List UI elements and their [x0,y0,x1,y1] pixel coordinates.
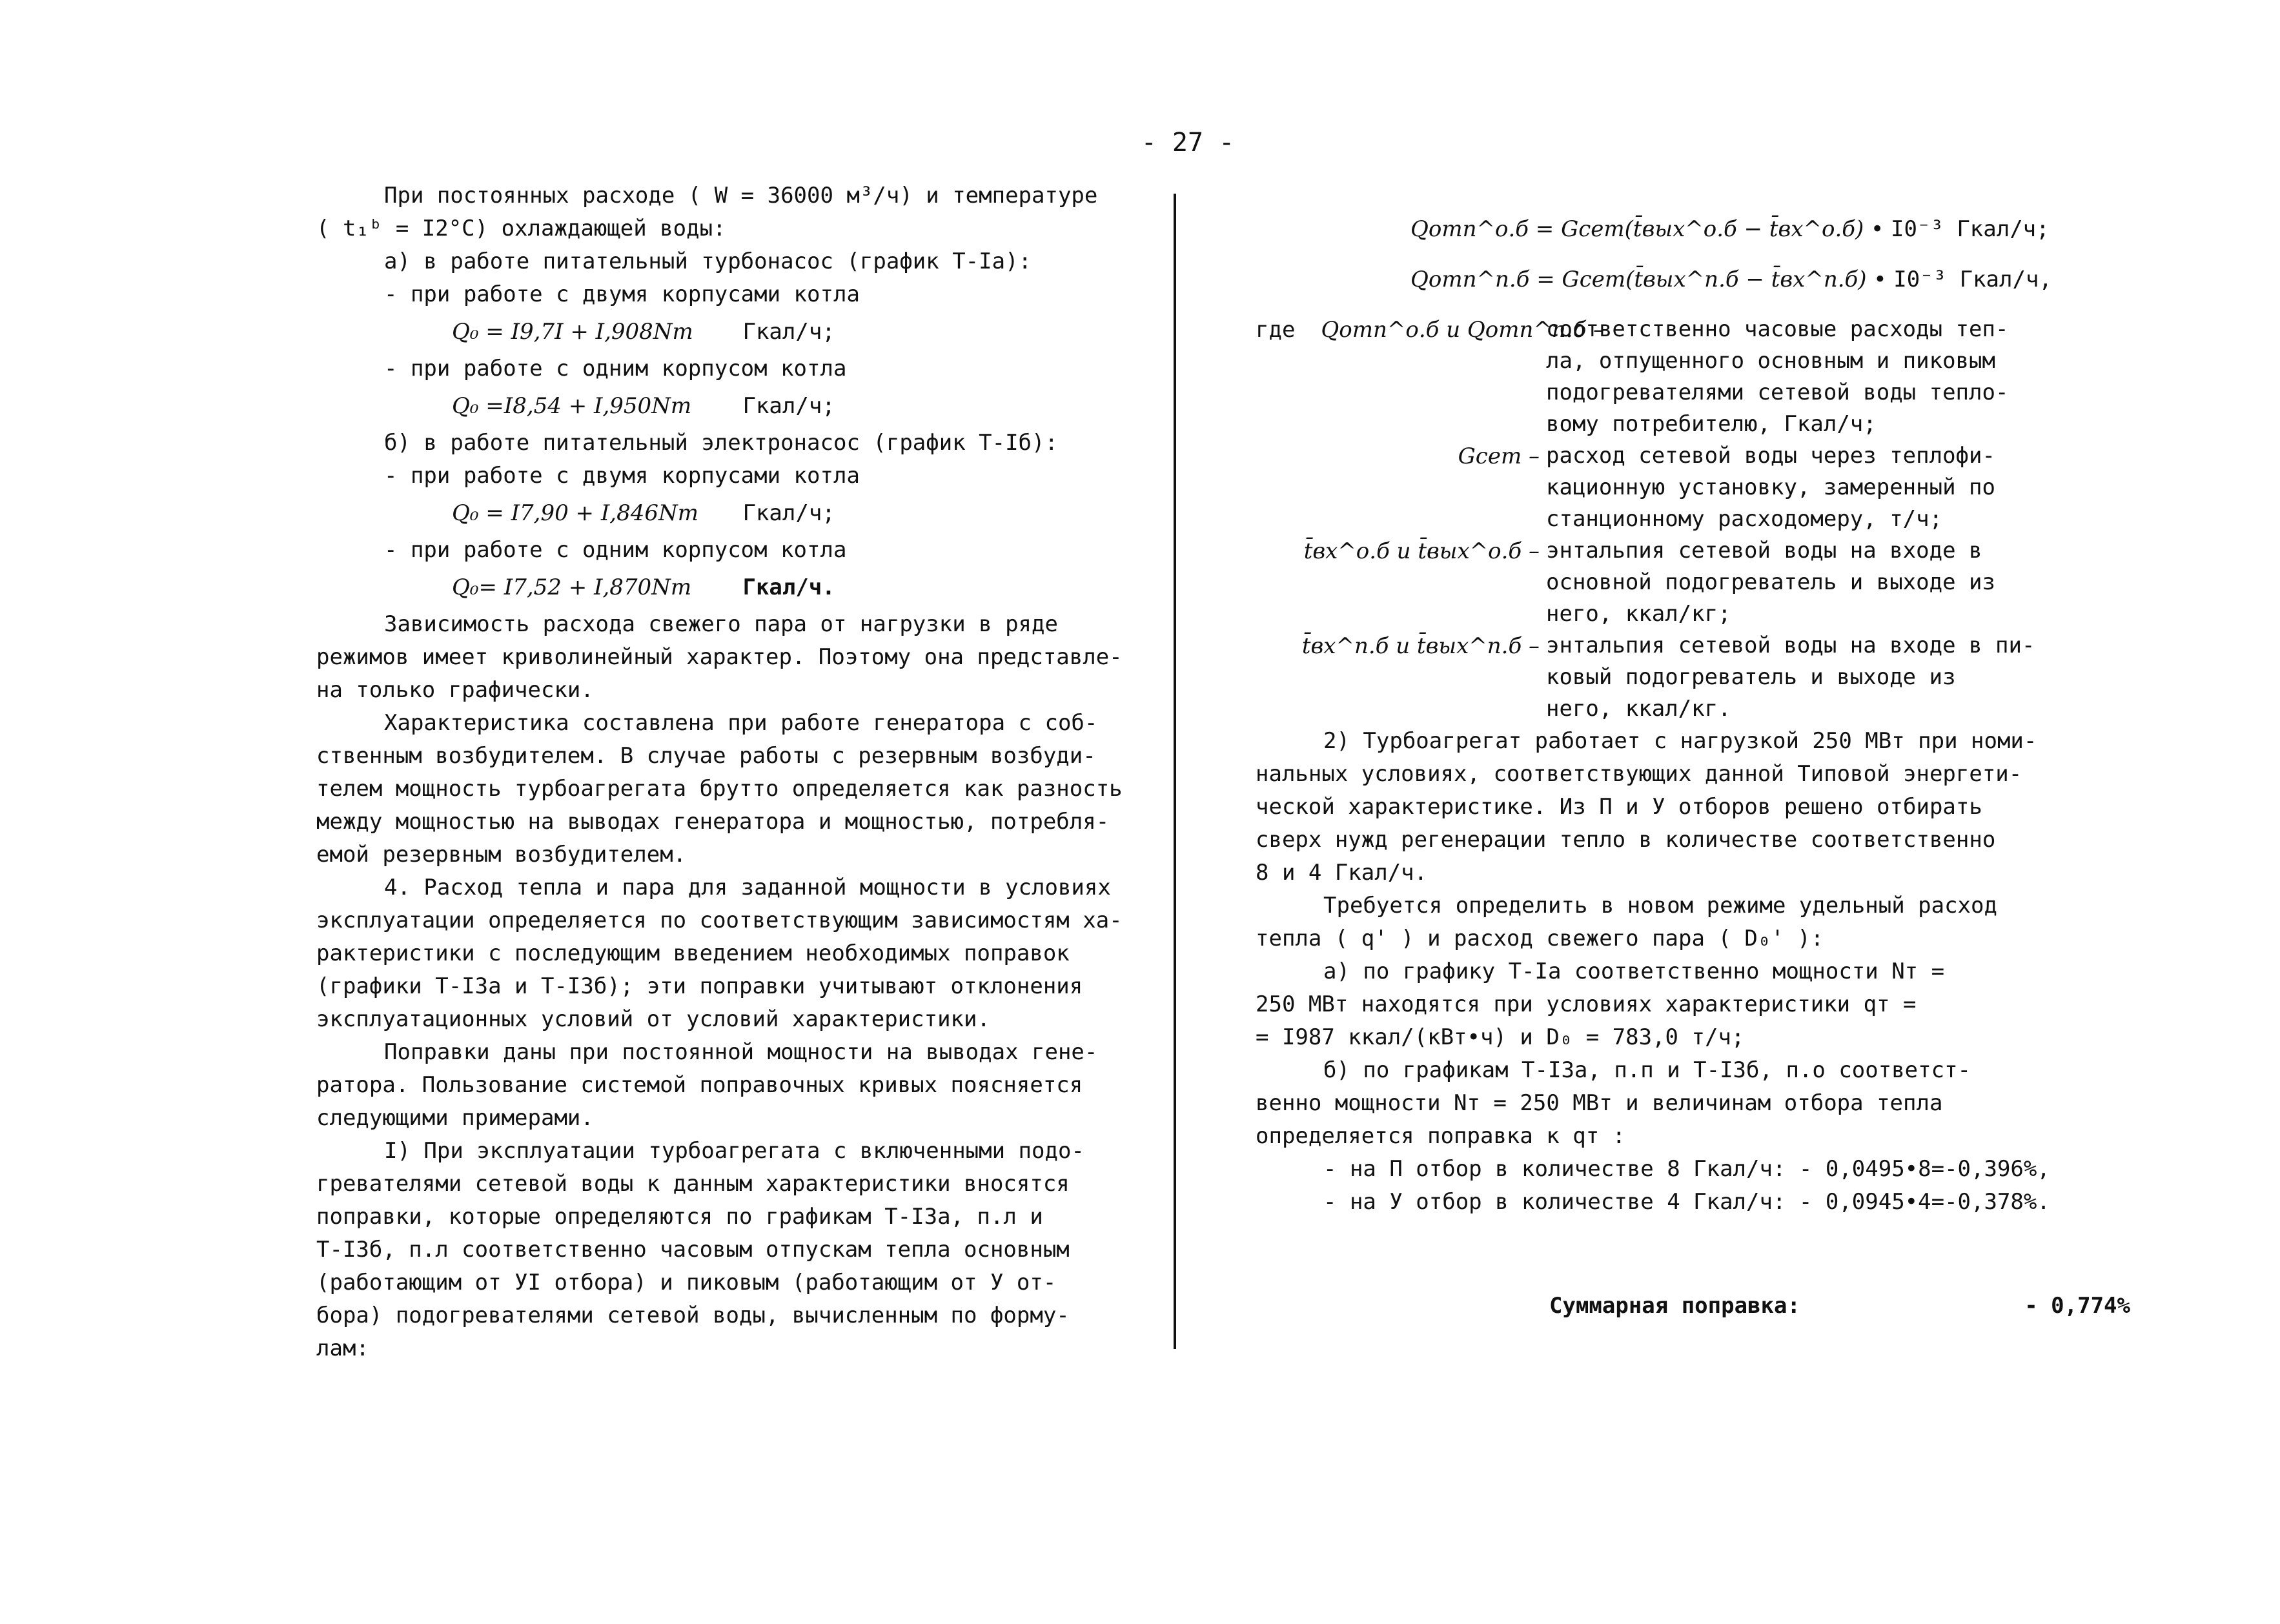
example1-line-1: I) При эксплуатации турбоагрегата с включенными подо- [384,1138,1084,1164]
example2-line-4: сверх нужд регенерации тепло в количестве соответственно [1256,827,1996,853]
characteristic-line-3: телем мощность турбоагрегата брутто определяется как разность [316,776,1123,802]
definition-line: него, ккал/кг. [1546,696,1731,722]
definition-line: энтальпия сетевой воды на входе в пи- [1546,633,2035,658]
formula-1-unit: Гкал/ч; [742,319,835,345]
formula-heat-peak [1256,254,2117,305]
corrections-line-1: Поправки даны при постоянной мощности на выводах гене- [384,1039,1098,1065]
definition-line: вому потребителю, Гкал/ч; [1546,411,1877,437]
a-two-bodies: - при работе с двумя корпусами котла [384,281,860,307]
step-b-line-1: б) по графикам Т-I3а, п.п и Т-I3б, п.о соответст- [1323,1057,1971,1083]
formula-4 [316,567,1133,608]
example2-line-5: 8 и 4 Гкал/ч. [1256,860,1428,886]
page-number: - 27 - [1141,128,1235,157]
characteristic-line-5: емой резервным возбудителем. [316,842,687,868]
definition-line: подогревателями сетевой воды тепло- [1546,380,2009,405]
example2-line-1: 2) Турбоагрегат работает с нагрузкой 250 МВт при номи- [1323,728,2037,754]
example1-line-2: гревателями сетевой воды к данным характеристики вносятся [316,1171,1070,1197]
formula-heat-peak-unit: I0⁻³ Гкал/ч, [1893,267,2052,292]
section4-line-2: эксплуатации определяется по соответствующим зависимостям ха- [316,908,1123,933]
right-column [1256,204,2117,1219]
formula-4-expression: Q₀= I7,52 + I,870Nт [452,574,692,600]
step-a-line-2: 250 МВт находятся при условиях характеристики qт = [1256,991,1917,1017]
definition-line: расход сетевой воды через теплофи- [1546,443,1995,469]
definition-term-flow: Gсет – [1458,443,1540,469]
example1-line-7: лам: [316,1335,369,1361]
formula-3-expression: Q₀ = I7,90 + I,846Nт [452,500,698,526]
example2-line-3: ческой характеристике. Из П и У отборов решено отбирать [1256,794,1982,820]
definition-line: станционному расходомеру, т/ч; [1546,506,1943,532]
definition-line: энтальпия сетевой воды на входе в [1546,538,1982,563]
formula-3 [316,492,1133,534]
section4-line-4: (графики Т-I3а и Т-I3б); эти поправки учитывают отклонения [316,973,1083,999]
b-two-bodies: - при работе с двумя корпусами котла [384,463,860,489]
intro-line-1: При постоянных расходе ( W = 36000 м³/ч) и температуре [384,183,1098,208]
a-one-body: - при работе с одним корпусом котла [384,356,847,381]
formula-heat-main-unit: I0⁻³ Гкал/ч; [1890,216,2050,242]
step-b-line-2: венно мощности Nт = 250 МВт и величинам отбора тепла [1256,1090,1943,1116]
definition-line: него, ккал/кг; [1546,601,1731,627]
formula-heat-main-expression: Qотп^о.б = Gсет(t̄вых^о.б − t̄вх^о.б) • [1410,216,1884,242]
definition-desc-enthalpy-peak [1546,630,2101,725]
formula-1-expression: Q₀ = I9,7I + I,908Nт [452,319,693,345]
definition-desc-flow [1546,440,2101,535]
formula-2-unit: Гкал/ч; [742,393,835,419]
definition-term-enthalpy-peak: t̄вх^п.б и t̄вых^п.б – [1301,633,1540,659]
intro-line-2: ( t₁ᵇ = I2°C) охлаждающей воды: [316,216,726,241]
characteristic-line-4: между мощностью на выводах генератора и мощностью, потребля- [316,809,1110,835]
item-b: б) в работе питательный электронасос (график Т-Iб): [384,430,1058,456]
definitions-list [1256,314,2117,725]
section4-line-3: рактеристики с последующим введением необходимых поправок [316,940,1070,966]
definition-term-heat [1256,314,1605,440]
corrections-line-2: ратора. Пользование системой поправочных кривых поясняется [316,1072,1083,1098]
example1-line-3: поправки, которые определяются по графикам Т-I3а, п.л и [316,1204,1043,1230]
required-line-1: Требуется определить в новом режиме удельный расход [1323,893,1997,919]
definition-line: ковый подогреватель и выходе из [1546,664,1956,690]
total-correction [1549,1290,2130,1323]
formula-1 [316,311,1133,352]
definition-line: основной подогреватель и выходе из [1546,569,1995,595]
total-correction-value: - 0,774% [2024,1293,2130,1319]
correction-extraction-2: - на П отбор в количестве 8 Гкал/ч: - 0,0495•8=-0,396%, [1323,1156,2050,1182]
formula-3-unit: Гкал/ч; [742,500,835,526]
left-column [316,179,1133,1365]
total-correction-label: Суммарная поправка: [1549,1293,1800,1319]
dependence-line-2: режимов имеет криволинейный характер. Поэтому она представле- [316,644,1123,670]
definition-line: ла, отпущенного основным и пиковым [1546,348,1995,374]
step-a-line-1: а) по графику Т-Iа соответственно мощности Nт = [1323,959,1945,984]
characteristic-line-2: ственным возбудителем. В случае работы с резервным возбуди- [316,743,1096,769]
step-b-line-3: определяется поправка к qт : [1256,1123,1626,1149]
dependence-line-3: на только графически. [316,677,594,703]
formula-2 [316,385,1133,427]
where-word: где [1256,317,1296,343]
formula-4-unit: Гкал/ч. [742,574,835,600]
definition-desc-heat [1546,314,2101,440]
correction-extraction-5: - на У отбор в количестве 4 Гкал/ч: - 0,0945•4=-0,378%. [1323,1189,2050,1215]
characteristic-line-1: Характеристика составлена при работе генератора с соб- [384,710,1098,736]
formula-heat-peak-expression: Qотп^п.б = Gсет(t̄вых^п.б − t̄вх^п.б) • [1410,267,1887,292]
definition-line: соответственно часовые расходы теп- [1546,316,2009,342]
example1-line-5: (работающим от УI отбора) и пиковым (работающим от У от- [316,1270,1057,1295]
definition-desc-enthalpy-main [1546,535,2101,630]
step-a-line-3: = I987 ккал/(кВт•ч) и D₀ = 783,0 т/ч; [1256,1024,1745,1050]
definition-line: кационную установку, замеренный по [1546,474,1995,500]
required-line-2: тепла ( q' ) и расход свежего пара ( D₀' ): [1256,926,1824,951]
section4-line-5: эксплуатационных условий от условий характеристики. [316,1006,990,1032]
item-a: а) в работе питательный турбонасос (график Т-Iа): [384,249,1032,274]
dependence-line-1: Зависимость расхода свежего пара от нагрузки в ряде [384,611,1058,637]
corrections-line-3: следующими примерами. [316,1105,594,1131]
definition-term-enthalpy-main: t̄вх^о.б и t̄вых^о.б – [1303,538,1540,564]
section4-line-1: 4. Расход тепла и пара для заданной мощности в условиях [384,875,1111,900]
formula-heat-main [1256,204,2117,254]
example1-line-6: бора) подогревателями сетевой воды, вычисленным по форму- [316,1303,1070,1328]
definition-term-heat-text: Qотп^о.б и Qотп^п.б – [1321,317,1605,343]
example2-line-2: нальных условиях, соответствующих данной Типовой энергети- [1256,761,2022,787]
example1-line-4: Т-I3б, п.л соответственно часовым отпускам тепла основным [316,1237,1070,1263]
column-divider [1174,194,1176,1349]
formula-2-expression: Q₀ =I8,54 + I,950Nт [452,393,692,419]
b-one-body: - при работе с одним корпусом котла [384,537,847,563]
